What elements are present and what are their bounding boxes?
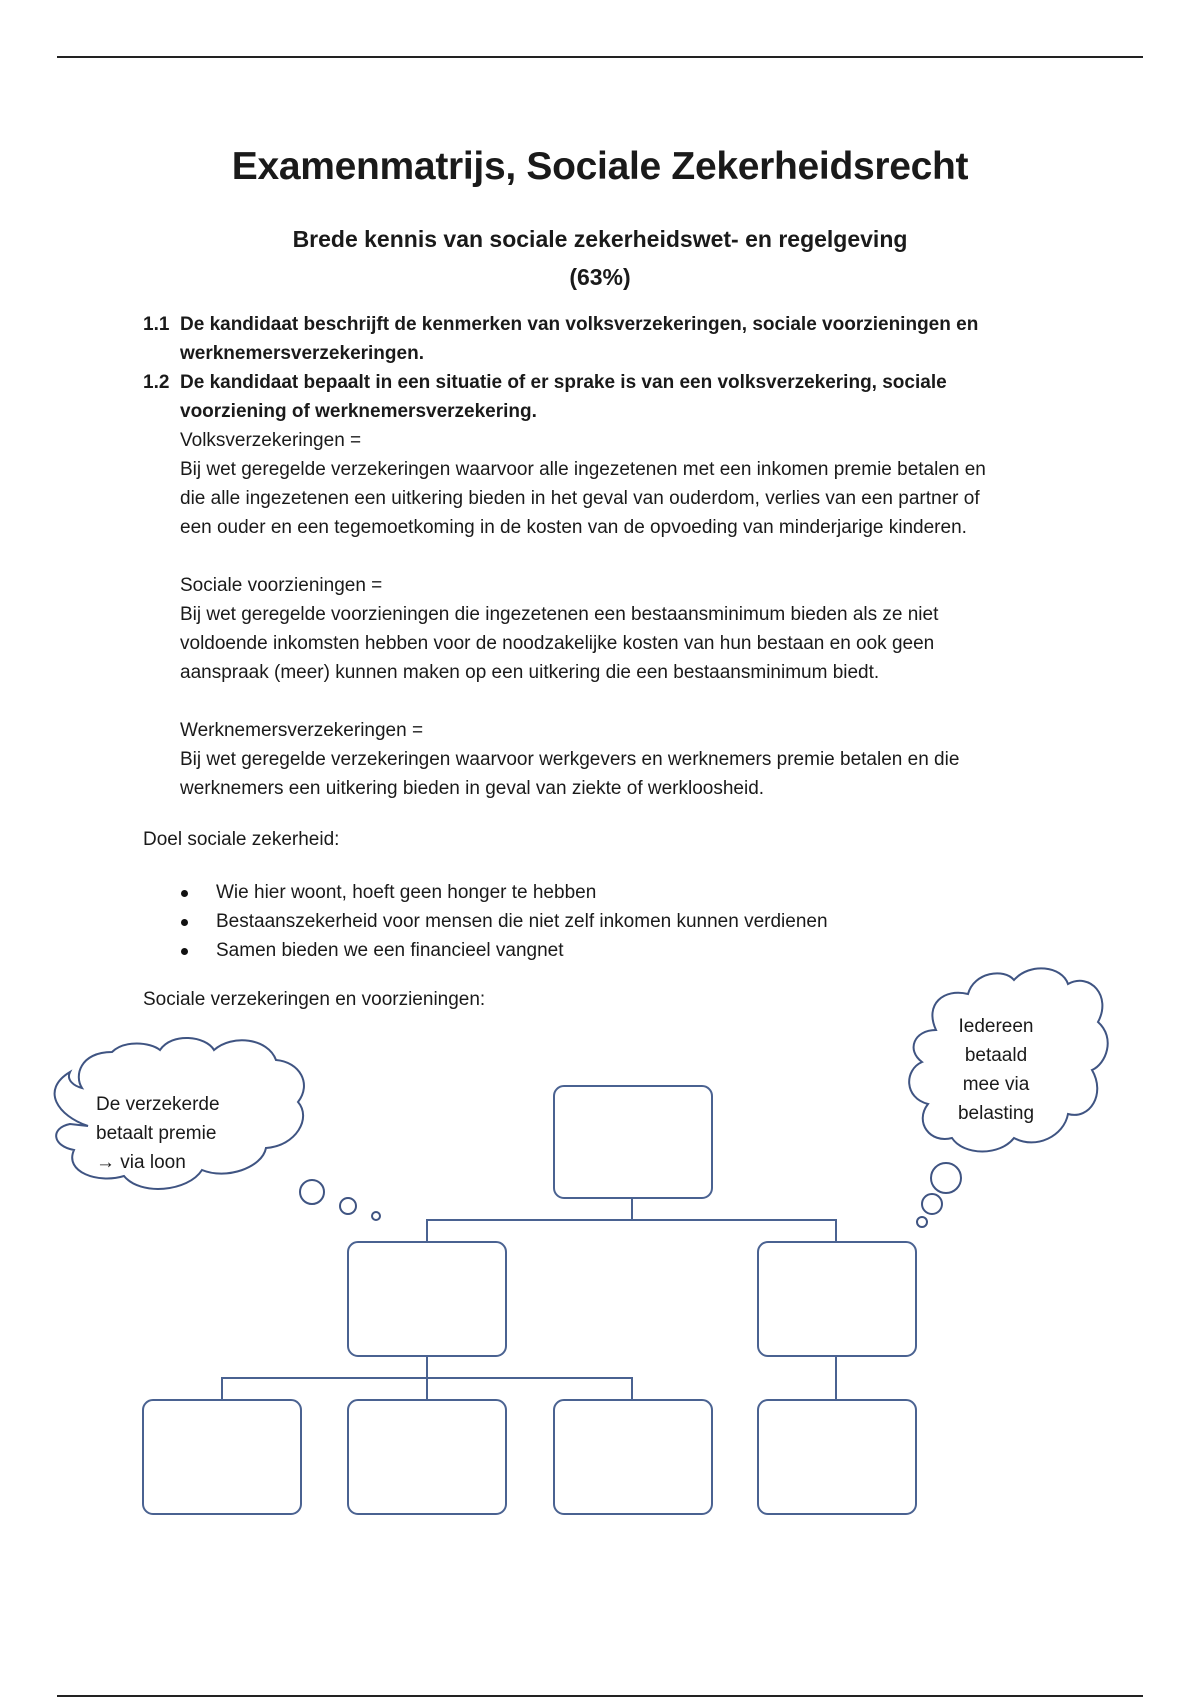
spacer bbox=[143, 687, 1063, 716]
cloud-right-text bbox=[940, 1012, 1052, 1128]
diagram-box-level3-1[interactable] bbox=[143, 1400, 301, 1514]
objective-number: 1.2 bbox=[143, 372, 170, 393]
definition-line: een ouder en een tegemoetkoming in de kosten van de opvoeding van minderjarige kinderen. bbox=[180, 517, 967, 538]
definition-term: Volksverzekeringen = bbox=[180, 430, 362, 451]
diagram-heading: Sociale verzekeringen en voorzieningen: bbox=[143, 989, 486, 1010]
definition-line: die alle ingezetenen een uitkering bieden in het geval van ouderdom, verlies van een partner of bbox=[180, 488, 980, 509]
bottom-rule bbox=[57, 1695, 1143, 1697]
goal-heading: Doel sociale zekerheid: bbox=[143, 829, 340, 850]
definition-line: Bij wet geregelde verzekeringen waarvoor alle ingezetenen met een inkomen premie betalen en bbox=[180, 459, 986, 480]
definition-line: Bij wet geregelde verzekeringen waarvoor werkgevers en werknemers premie betalen en die bbox=[180, 749, 960, 770]
definition-volksverzekeringen bbox=[143, 426, 1063, 542]
objective-1-2 bbox=[143, 368, 1063, 426]
list-item: Bestaanszekerheid voor mensen die niet zelf inkomen kunnen verdienen bbox=[143, 907, 1063, 936]
list-item: Samen bieden we een financieel vangnet bbox=[143, 936, 1063, 965]
subtitle-percentage: (63%) bbox=[569, 264, 631, 290]
objective-text-line: De kandidaat bepaalt in een situatie of er sprake is van een volksverzekering, sociale bbox=[180, 372, 947, 393]
diagram-box-level2-left[interactable] bbox=[348, 1242, 506, 1356]
definition-line: voldoende inkomsten hebben voor de noodzakelijke kosten van hun bestaan en ook geen bbox=[180, 633, 935, 654]
definition-line: werknemers een uitkering bieden in geval van ziekte of werkloosheid. bbox=[180, 778, 765, 799]
objective-text-line: werknemersverzekeringen. bbox=[180, 343, 424, 364]
diagram-box-root[interactable] bbox=[554, 1086, 712, 1198]
document-subtitle bbox=[0, 220, 1200, 296]
connector-lines bbox=[222, 1198, 836, 1400]
definition-line: Bij wet geregelde voorzieningen die ingezetenen een bestaansminimum bieden als ze niet bbox=[180, 604, 939, 625]
document-title: Examenmatrijs, Sociale Zekerheidsrecht bbox=[231, 145, 969, 188]
diagram-box-level3-3[interactable] bbox=[554, 1400, 712, 1514]
cloud-line: betaalt premie bbox=[96, 1123, 217, 1144]
diagram-box-level2-right[interactable] bbox=[758, 1242, 916, 1356]
diagram-box-level3-2[interactable] bbox=[348, 1400, 506, 1514]
cloud-line: mee via bbox=[962, 1074, 1030, 1095]
cloud-left-text bbox=[96, 1090, 220, 1177]
definition-werknemersverzekeringen bbox=[143, 716, 1063, 803]
objective-text-line: voorziening of werknemersverzekering. bbox=[180, 401, 537, 422]
list-item: Wie hier woont, hoeft geen honger te hebben bbox=[143, 878, 1063, 907]
cloud-line: Iedereen bbox=[958, 1016, 1034, 1037]
main-content bbox=[143, 310, 1063, 1014]
cloud-line: betaald bbox=[964, 1045, 1028, 1066]
definition-term: Sociale voorzieningen = bbox=[180, 575, 383, 596]
objective-number: 1.1 bbox=[143, 314, 170, 335]
objective-1-1 bbox=[143, 310, 1063, 368]
spacer bbox=[143, 542, 1063, 571]
definition-line: aanspraak (meer) kunnen maken op een uitkering die een bestaansminimum biedt. bbox=[180, 662, 880, 683]
objective-text-line: De kandidaat beschrijft de kenmerken van volksverzekeringen, sociale voorzieningen en bbox=[180, 314, 979, 335]
definition-term: Werknemersverzekeringen = bbox=[180, 720, 424, 741]
cloud-line: De verzekerde bbox=[96, 1094, 220, 1115]
cloud-line: belasting bbox=[957, 1103, 1035, 1124]
subtitle-line-1: Brede kennis van sociale zekerheidswet- en regelgeving bbox=[292, 226, 908, 252]
cloud-line: → via loon bbox=[96, 1152, 186, 1173]
top-rule bbox=[57, 56, 1143, 58]
diagram-box-level3-4[interactable] bbox=[758, 1400, 916, 1514]
goal-list bbox=[143, 878, 1063, 965]
definition-sociale-voorzieningen bbox=[143, 571, 1063, 687]
